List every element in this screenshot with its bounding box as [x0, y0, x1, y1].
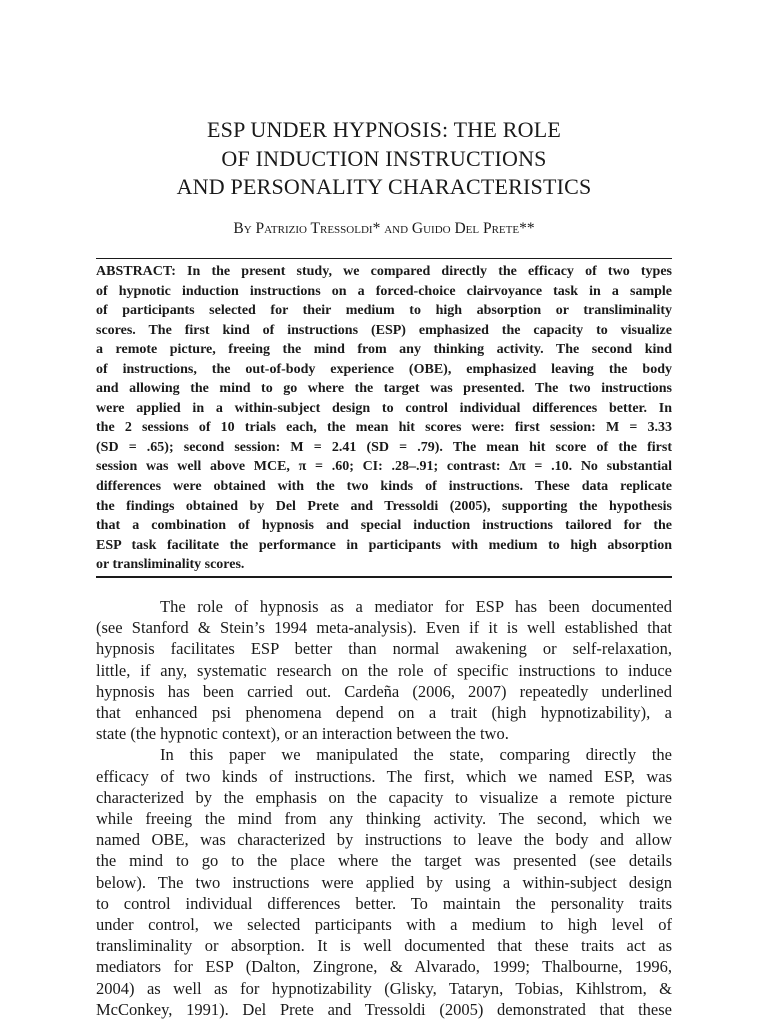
abstract-line: session was well above MCE, π = .60; CI: .28–.91; contrast: Δπ = .10. No substantial: [96, 459, 672, 475]
abstract-top-rule: [96, 258, 672, 259]
body-line: transliminality or absorption. It is well documented that these traits act as: [96, 936, 672, 956]
abstract-line: that a combination of hypnosis and special induction instructions tailored for the: [96, 518, 672, 534]
abstract-line: the findings obtained by Del Prete and Tressoldi (2005), supporting the hypothesis: [96, 498, 672, 514]
body-line: under control, we selected participants with a medium to high level of: [96, 915, 672, 935]
abstract-line: of hypnotic induction instructions on a forced-choice clairvoyance task in a sample: [96, 283, 672, 299]
body-line: below). The two instructions were applied by using a within-subject design: [96, 872, 672, 892]
body-line: little, if any, systematic research on the role of specific instructions to induce: [96, 660, 672, 680]
body-line: named OBE, was characterized by instructions to leave the body and allow: [96, 830, 672, 850]
abstract-line: ESP task facilitate the performance in participants with medium to high absorption: [96, 537, 672, 553]
abstract: [96, 262, 672, 575]
body-line: In this paper we manipulated the state, comparing directly the: [160, 745, 672, 765]
body-line: the mind to go to the place where the target was presented (see details: [96, 851, 672, 871]
body-line: hypnosis has been carried out. Cardeña (2006, 2007) repeatedly underlined: [96, 681, 672, 701]
abstract-line: or transliminality scores.: [96, 557, 245, 573]
abstract-line: a remote picture, freeing the mind from any thinking activity. The second kind: [96, 342, 672, 358]
body-line: mediators for ESP (Dalton, Zingrone, & Alvarado, 1999; Thalbourne, 1996,: [96, 957, 672, 977]
paper-title: [96, 116, 672, 202]
abstract-line: were applied in a within-subject design to control individual differences better. In: [96, 400, 672, 416]
abstract-line: and allowing the mind to go where the target was presented. The two instructions: [96, 381, 672, 397]
body-text: [96, 596, 672, 1020]
author-byline: By Patrizio Tressoldi* and Guido Del Prete**: [233, 220, 535, 237]
body-line: state (the hypnotic context), or an interaction between the two.: [96, 724, 509, 744]
body-line: hypnosis facilitates ESP better than normal awakening or self-relaxation,: [96, 639, 672, 659]
body-line: while freeing the mind from any thinking activity. The second, which we: [96, 809, 672, 829]
body-line: The role of hypnosis as a mediator for ESP has been documented: [160, 597, 672, 616]
body-line: that enhanced psi phenomena depend on a trait (high hypnotizability), a: [96, 703, 672, 723]
title-line: AND PERSONALITY CHARACTERISTICS: [176, 174, 592, 199]
body-line: 2004) as well as for hypnotizability (Glisky, Tataryn, Tobias, Kihlstrom, &: [96, 978, 672, 998]
abstract-line: of instructions, the out-of-body experience (OBE), emphasized leaving the body: [96, 361, 672, 377]
body-line: characterized by the emphasis on the capacity to visualize a remote picture: [96, 787, 672, 807]
title-line: OF INDUCTION INSTRUCTIONS: [221, 145, 547, 171]
body-line: McConkey, 1991). Del Prete and Tressoldi (2005) demonstrated that these: [96, 999, 672, 1019]
abstract-line: the 2 sessions of 10 trials each, the mean hit scores were: first session: M = 3.33: [96, 420, 672, 436]
abstract-line: of participants selected for their medium to high absorption or transliminality: [96, 303, 672, 319]
abstract-line: ABSTRACT: In the present study, we compared directly the efficacy of two types: [96, 264, 672, 279]
abstract-line: differences were obtained with the two kinds of instructions. These data replicate: [96, 479, 672, 495]
body-line: (see Stanford & Stein’s 1994 meta-analysis). Even if it is well established that: [96, 618, 672, 638]
body-line: efficacy of two kinds of instructions. The first, which we named ESP, was: [96, 766, 672, 786]
abstract-bottom-rule: [96, 576, 672, 578]
body-line: to control individual differences better. To maintain the personality traits: [96, 893, 672, 913]
title-line: ESP UNDER HYPNOSIS: THE ROLE: [207, 117, 561, 142]
abstract-line: scores. The first kind of instructions (ESP) emphasized the capacity to visualize: [96, 322, 672, 338]
abstract-line: (SD = .65); second session: M = 2.41 (SD = .79). The mean hit score of the first: [96, 439, 672, 455]
